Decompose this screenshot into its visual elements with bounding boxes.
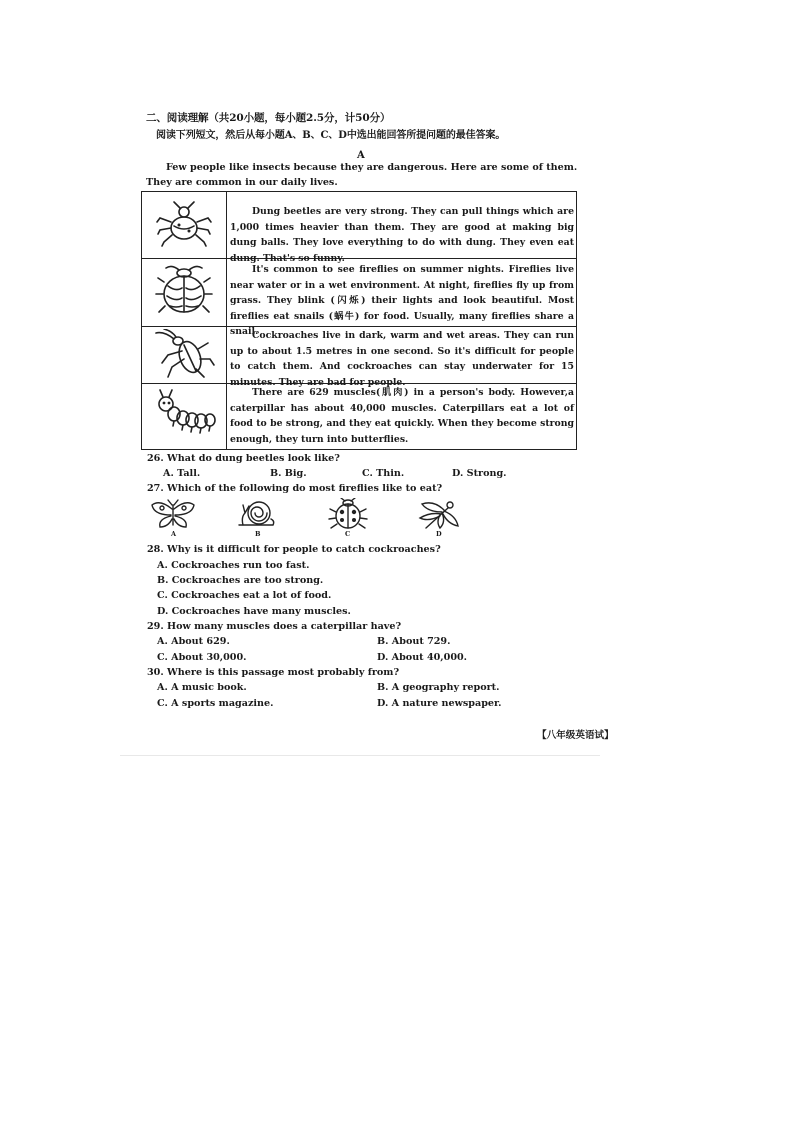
dragonfly-icon [416,500,460,530]
q27-label-c: C [345,530,351,538]
butterfly-icon [150,499,196,529]
q29-option-d: D. About 40,000. [377,652,468,663]
q27-label-a: A [171,530,177,538]
q26-option-b: B. Big. [270,468,307,479]
cockroach-icon [154,329,216,381]
page-bottom-rule [120,755,600,756]
q26-option-d: D. Strong. [452,468,507,479]
q27-label-b: B [255,530,261,538]
question-30: 30. Where is this passage most probably from? [147,667,400,678]
q30-option-b: B. A geography report. [377,682,500,693]
q27-label-d: D [436,530,442,538]
dung-beetle-description: Dung beetles are very strong. They can pull things which are 1,000 times heavier than them. They are good at making big dung balls. They love everything to do with dung. They even eat dung. That's so funny. [230,206,574,264]
page-footer: 【八年级英语试】 [537,730,614,741]
firefly-description: It's common to see fireflies on summer nights. Fireflies live near water or in a wet environment. At night, fireflies fly up from grass. They blink (闪烁) their lights and look beautiful. Most fireflies eat snails (蜗牛) for food. Usually, many fireflies share a snail. [230,264,574,337]
q29-option-b: B. About 729. [377,636,451,647]
snail-icon [237,499,277,529]
question-28: 28. Why is it difficult for people to catch cockroaches? [147,544,441,555]
firefly-icon [154,262,214,322]
dung-beetle-icon [154,198,214,250]
passage-label: A [357,150,365,161]
q30-option-c: C. A sports magazine. [157,698,274,709]
insect-table [141,191,577,450]
passage-intro: Few people like insects because they are dangerous. Here are some of them. They are common in our daily lives. [146,162,578,188]
ladybug-icon [327,498,369,530]
section-instruction: 阅读下列短文，然后从每小题A、B、C、D中选出能回答所提问题的最佳答案。 [156,130,506,141]
q29-option-a: A. About 629. [157,636,230,647]
q28-option-b: B. Cockroaches are too strong. [157,575,324,586]
cockroach-description: Cockroaches live in dark, warm and wet areas. They can run up to about 1.5 metres in one second. So it's difficult for people to catch them. And cockroaches can stay underwater for 15 minutes. They are bad for people. [230,330,574,388]
q28-option-a: A. Cockroaches run too fast. [157,560,310,571]
q26-option-c: C. Thin. [362,468,405,479]
caterpillar-icon [154,388,218,440]
q26-option-a: A. Tall. [163,468,201,479]
q29-option-c: C. About 30,000. [157,652,247,663]
question-27: 27. Which of the following do most fireflies like to eat? [147,483,443,494]
question-26: 26. What do dung beetles look like? [147,453,340,464]
q30-option-a: A. A music book. [157,682,247,693]
q28-option-c: C. Cockroaches eat a lot of food. [157,590,332,601]
q28-option-d: D. Cockroaches have many muscles. [157,606,351,617]
section-title: 二、阅读理解（共20小题，每小题2.5分，计50分） [146,112,391,124]
caterpillar-description: There are 629 muscles(肌肉) in a person's body. However,a caterpillar has about 40,000 muscles. Caterpillars eat a lot of food to be strong, and they eat quickly. When they become strong enough, they turn into butterflies. [230,387,574,445]
q30-option-d: D. A nature newspaper. [377,698,502,709]
table-divider-vertical [226,192,227,449]
question-29: 29. How many muscles does a caterpillar have? [147,621,402,632]
